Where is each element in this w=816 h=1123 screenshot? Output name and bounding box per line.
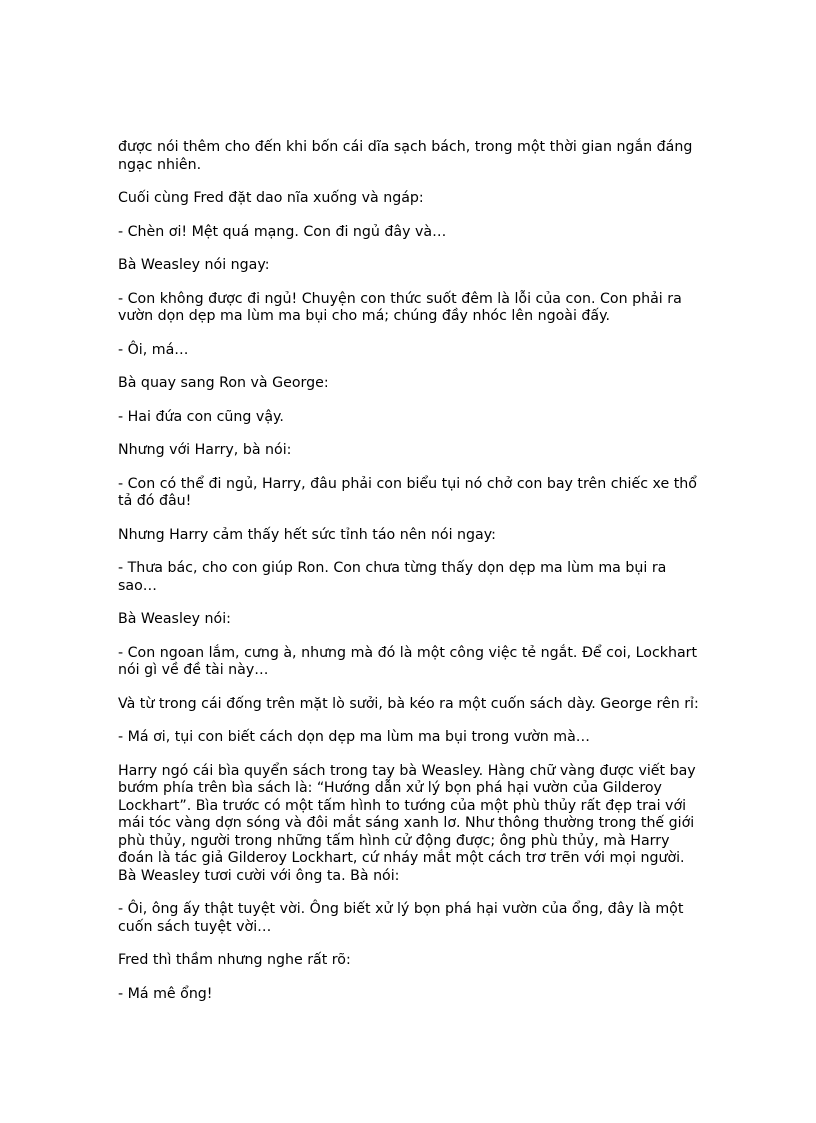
paragraph: Fred thì thầm nhưng nghe rất rõ: (118, 952, 351, 968)
paragraph: - Má ơi, tụi con biết cách dọn dẹp ma lùm ma bụi trong vườn mà… (118, 729, 590, 745)
paragraph: - Con có thể đi ngủ, Harry, đâu phải con biểu tụi nó chở con bay trên chiếc xe thổ tả đó đâu! (118, 475, 697, 509)
paragraph: - Ôi, ông ấy thật tuyệt vời. Ông biết xử lý bọn phá hại vườn của ổng, đây là một cuốn sách tuyệt vời… (118, 901, 684, 935)
paragraph: Harry ngó cái bìa quyển sách trong tay bà Weasley. Hàng chữ vàng được viết bay bướm phía trên bìa sách là: “Hướng dẫn xử lý bọn phá hại vườn của Gilderoy Lockhart”. Bìa trước có một tấm hình to tướng của một phù thủy rất đẹp trai với mái tóc vàng dợn sóng và đôi mắt sáng xanh lơ. Như thông thường trong thế giới phù thủy, người trong những tấm hình cử động được; ông phù thủy, mà Harry đoán là tác giả Gilderoy Lockhart, cứ nháy mắt một cách trơ trẽn với mọi người. Bà Weasley tươi cười với ông ta. Bà nói: (118, 762, 696, 884)
paragraph: Cuối cùng Fred đặt dao nĩa xuống và ngáp: (118, 190, 424, 206)
paragraph: được nói thêm cho đến khi bốn cái dĩa sạch bách, trong một thời gian ngắn đáng ngạc nhiên. (118, 139, 693, 173)
paragraph: Nhưng Harry cảm thấy hết sức tỉnh táo nên nói ngay: (118, 526, 496, 543)
paragraph: - Má mê ổng! (118, 985, 213, 1002)
paragraph: - Chèn ơi! Mệt quá mạng. Con đi ngủ đây và… (118, 223, 447, 240)
paragraph: Bà Weasley nói ngay: (118, 257, 270, 273)
paragraph: - Con ngoan lắm, cưng à, nhưng mà đó là một công việc tẻ ngắt. Để coi, Lockhart nói gì về đề tài này… (118, 644, 698, 678)
paragraph: - Thưa bác, cho con giúp Ron. Con chưa từng thấy dọn dẹp ma lùm ma bụi ra sao… (118, 560, 667, 594)
paragraph: Bà quay sang Ron và George: (118, 375, 329, 391)
document-page (118, 139, 704, 1019)
paragraph: Nhưng với Harry, bà nói: (118, 442, 292, 458)
paragraph: - Ôi, má… (118, 341, 189, 358)
paragraph: Bà Weasley nói: (118, 611, 231, 627)
paragraph: - Con không được đi ngủ! Chuyện con thức suốt đêm là lỗi của con. Con phải ra vườn dọn dẹp ma lùm ma bụi cho má; chúng đầy nhóc lên ngoài đấy. (118, 290, 682, 324)
paragraph: Và từ trong cái đống trên mặt lò sưởi, bà kéo ra một cuốn sách dày. George rên rỉ: (118, 695, 699, 712)
paragraph: - Hai đứa con cũng vậy. (118, 408, 284, 425)
